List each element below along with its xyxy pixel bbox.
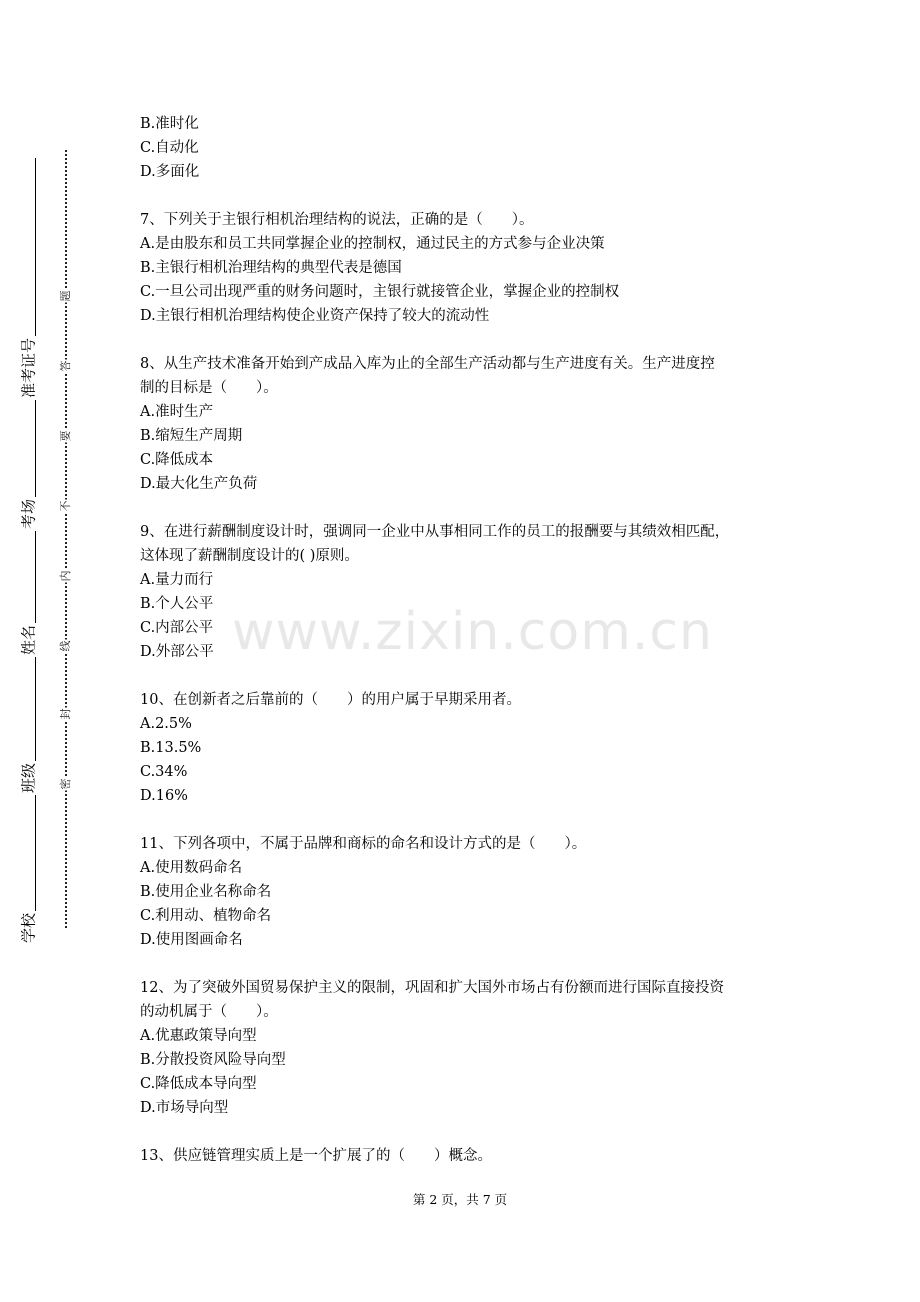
question-stem: 11、下列各项中，不属于品牌和商标的命名和设计方式的是（ ）。: [140, 836, 587, 852]
question-stem: 10、在创新者之后靠前的（ ）的用户属于早期采用者。: [140, 692, 521, 708]
option: A.2.5%: [140, 716, 192, 732]
question-stem: 7、下列关于主银行相机治理结构的说法，正确的是（ ）。: [140, 212, 534, 228]
option: C.内部公平: [140, 620, 214, 636]
question-stem: 12、为了突破外国贸易保护主义的限制，巩固和扩大国外市场占有份额而进行国际直接投资: [140, 980, 724, 996]
question-stem: 9、在进行薪酬制度设计时，强调同一企业中从事相同工作的员工的报酬要与其绩效相匹配，: [140, 524, 730, 540]
seal-word: 要: [59, 430, 72, 442]
option: B.使用企业名称命名: [140, 884, 272, 900]
option: B.个人公平: [140, 596, 214, 612]
option: B.分散投资风险导向型: [140, 1052, 286, 1068]
page-number-footer: 第 2 页，共 7 页: [412, 1192, 508, 1207]
option: C.降低成本: [140, 452, 214, 468]
option: D.市场导向型: [140, 1100, 229, 1116]
option: D.主银行相机治理结构使企业资产保持了较大的流动性: [140, 308, 490, 324]
seal-word: 题: [59, 290, 72, 302]
seal-word: 线: [59, 640, 72, 652]
option: C.自动化: [140, 140, 199, 156]
question-block: [140, 1144, 790, 1168]
option: A.优惠政策导向型: [140, 1028, 257, 1044]
question-stem: 8、从生产技术准备开始到产成品入库为止的全部生产活动都与生产进度有关。生产进度控: [140, 356, 715, 372]
seal-word: 封: [59, 708, 72, 720]
question-block: [140, 352, 790, 496]
question-stem: 的动机属于（ ）。: [140, 1004, 278, 1020]
question-list: [140, 112, 790, 1168]
question-stem: 制的目标是（ ）。: [140, 380, 278, 396]
option: B.13.5%: [140, 740, 202, 756]
option: C.降低成本导向型: [140, 1076, 257, 1092]
field-class-label: 班级: [19, 762, 38, 794]
question-block: [140, 976, 790, 1120]
option: D.多面化: [140, 164, 200, 180]
seal-dotted-line: [65, 150, 67, 928]
option: A.准时生产: [140, 404, 214, 420]
option: C.利用动、植物命名: [140, 908, 272, 924]
seal-word: 不: [59, 500, 72, 512]
option: B.准时化: [140, 116, 199, 132]
field-name-label: 姓名: [19, 624, 38, 656]
option: B.缩短生产周期: [140, 428, 243, 444]
option: B.主银行相机治理结构的典型代表是德国: [140, 260, 402, 276]
option: D.最大化生产负荷: [140, 476, 258, 492]
option: C.34%: [140, 764, 188, 780]
option: D.外部公平: [140, 644, 214, 660]
field-school-label: 学校: [19, 912, 38, 944]
option: A.使用数码命名: [140, 860, 243, 876]
question-block: [140, 112, 790, 184]
question-stem: 这体现了薪酬制度设计的( )原则。: [140, 548, 359, 564]
option: A.是由股东和员工共同掌握企业的控制权，通过民主的方式参与企业决策: [140, 236, 605, 252]
question-stem: 13、供应链管理实质上是一个扩展了的（ ）概念。: [140, 1148, 492, 1164]
watermark: www.zixin.com.cn: [232, 602, 713, 662]
question-block: [140, 208, 790, 328]
option: D.使用图画命名: [140, 932, 243, 948]
option: D.16%: [140, 788, 188, 804]
question-block: [140, 688, 790, 808]
field-exam-number-label: 准考证号: [19, 337, 38, 399]
seal-word: 答: [59, 360, 72, 372]
seal-word: 密: [59, 778, 72, 790]
seal-word: 内: [59, 570, 72, 582]
binding-line: [35, 158, 36, 940]
question-block: [140, 520, 790, 664]
question-block: [140, 832, 790, 952]
field-exam-room-label: 考场: [19, 498, 38, 530]
option: A.量力而行: [140, 572, 214, 588]
option: C.一旦公司出现严重的财务问题时，主银行就接管企业，掌握企业的控制权: [140, 284, 620, 300]
